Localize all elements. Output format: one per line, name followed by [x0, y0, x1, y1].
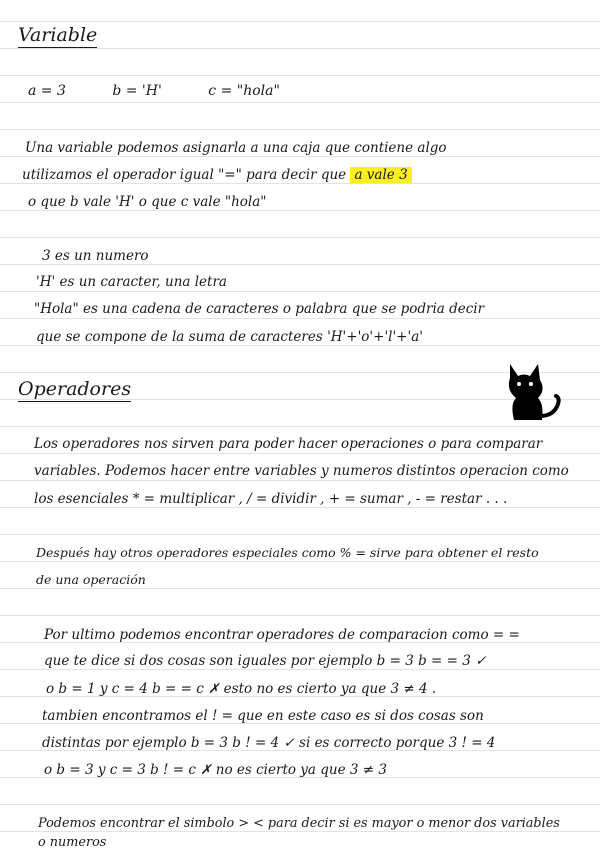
comparacion-par-line-3: o b = 1 y c = 4 b = = c ✗ esto no es cierto ya que 3 ≠ 4 .	[46, 681, 437, 697]
final-par-line-2: o numeros	[38, 835, 107, 850]
types-line-3: "Hola" es una cadena de caracteres o palabra que se podria decir	[34, 301, 485, 317]
var-b: b = 'H'	[112, 83, 162, 99]
variable-par-line-2	[22, 166, 412, 184]
types-line-1: 3 es un numero	[42, 248, 149, 264]
comparacion-par-line-5: distintas por ejemplo b = 3 b ! = 4 ✓ si es correcto porque 3 ! = 4	[42, 735, 496, 751]
variable-par-line-3: o que b vale 'H' o que c vale "hola"	[28, 194, 267, 210]
types-line-4: que se compone de la suma de caracteres 'H'+'o'+'l'+'a'	[36, 329, 423, 345]
final-par-line-1: Podemos encontrar el simbolo > < para decir si es mayor o menor dos variables	[38, 816, 560, 831]
operadores-par-line-1: Los operadores nos sirven para poder hacer operaciones o para comparar	[34, 436, 543, 452]
var-c: c = "hola"	[208, 83, 280, 99]
especiales-par-line-1: Después hay otros operadores especiales como % = sirve para obtener el resto	[36, 545, 539, 560]
comparacion-par-line-6: o b = 3 y c = 3 b ! = c ✗ no es cierto ya que 3 ≠ 3	[44, 762, 387, 778]
highlighted-text: a vale 3	[350, 167, 411, 183]
variable-par-line-1: Una variable podemos asignarla a una caja que contiene algo	[25, 140, 447, 156]
variable-par-line-2-text: utilizamos el operador igual "=" para decir que	[22, 167, 347, 183]
especiales-par-line-2: de una operación	[36, 572, 146, 587]
variables-example-line	[28, 82, 322, 100]
types-line-2: 'H' es un caracter, una letra	[36, 274, 227, 290]
heading-operadores-underline	[18, 401, 131, 402]
operadores-par-line-2: variables. Podemos hacer entre variables y numeros distintos operacion como	[34, 463, 569, 479]
black-cat-icon	[500, 360, 564, 428]
heading-operadores-text: Operadores	[18, 378, 132, 400]
comparacion-par-line-4: tambien encontramos el ! = que en este caso es si dos cosas son	[42, 708, 484, 724]
comparacion-par-line-1: Por ultimo podemos encontrar operadores de comparacion como = =	[44, 627, 520, 643]
operadores-par-line-3: los esenciales * = multiplicar , / = dividir , + = sumar , - = restar . . .	[34, 491, 508, 507]
heading-operadores	[18, 378, 131, 402]
heading-variable	[18, 24, 97, 48]
comparacion-par-line-2: que te dice si dos cosas son iguales por ejemplo b = 3 b = = 3 ✓	[44, 653, 487, 669]
heading-variable-underline	[18, 47, 97, 48]
heading-variable-text: Variable	[18, 24, 98, 46]
var-a: a = 3	[28, 83, 66, 99]
